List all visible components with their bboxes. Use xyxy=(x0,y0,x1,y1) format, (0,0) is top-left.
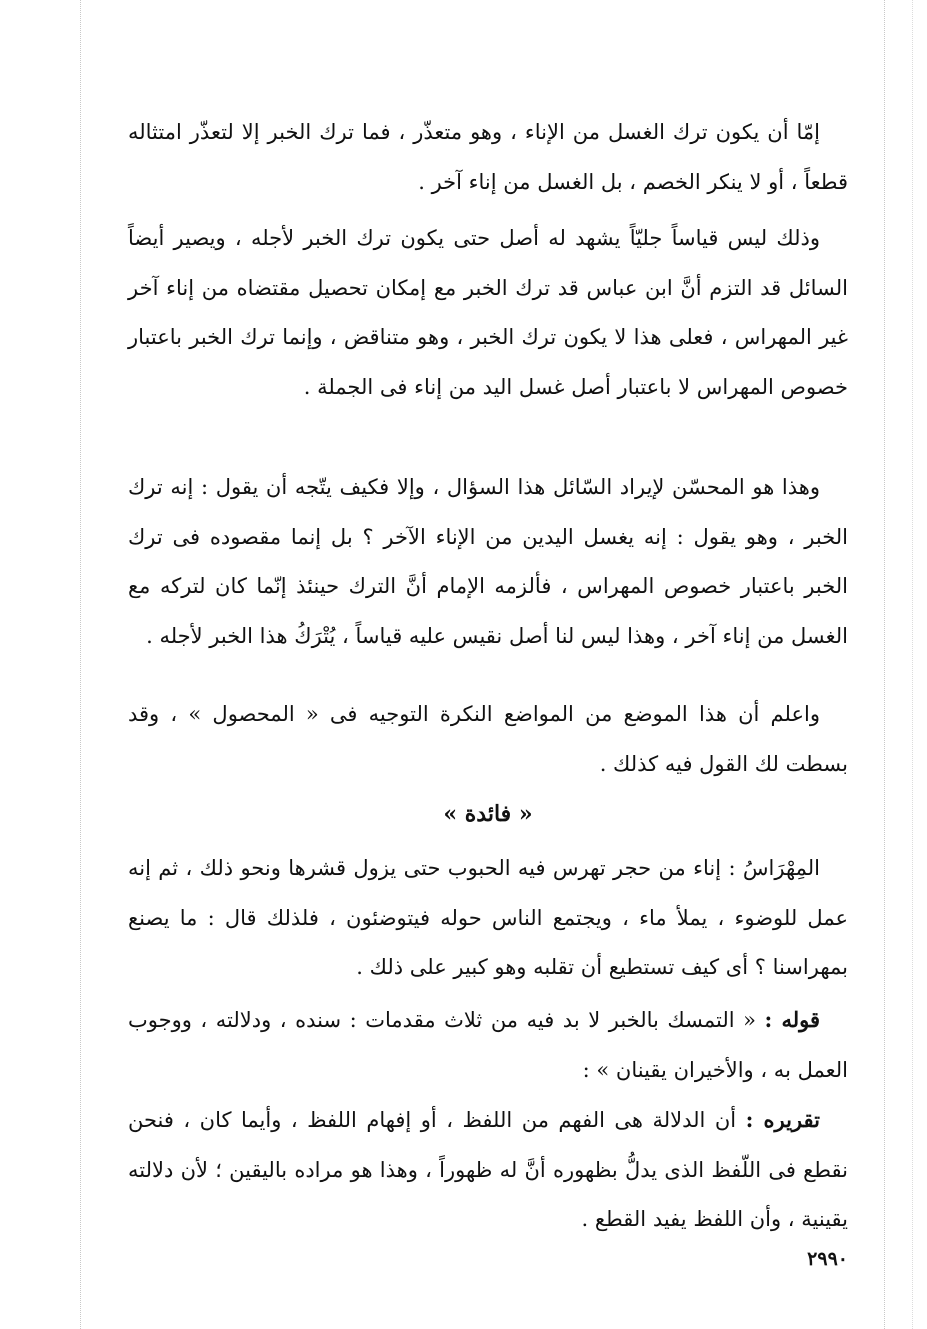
paragraph-3-text: وهذا هو المحسّن لإيراد السّائل هذا السؤال ، وإلا فكيف يتّجه أن يقول : إنه ترك الخبر ، وهو يقول : إنه يغسل اليدين من الإناء الآخر ؟ بل إنما مقصوده فى ترك الخبر باعتبار خصوص المهراس ، فألزمه الإمام أنَّ الترك حينئذ إنّما كان لتركه مع الغسل من إناء آخر ، وهذا ليس لنا أصل نقيس عليه قياساً ، يُتْرَكُ هذا الخبر لأجله . xyxy=(128,475,848,648)
paragraph-6-lead: قوله : xyxy=(764,1007,821,1032)
paragraph-7 xyxy=(128,1095,848,1245)
paragraph-7-lead: تقريره : xyxy=(745,1107,820,1132)
paragraph-7-text xyxy=(128,1095,848,1245)
scan-guide-right xyxy=(884,0,885,1329)
paragraph-5-text: المِهْرَاسُ : إناء من حجر تهرس فيه الحبوب حتى يزول قشرها ونحو ذلك ، ثم إنه عمل للوضوء ، يملأ ماء ، ويجتمع الناس حوله فيتوضئون ، فلذلك قال : ما يصنع بمهراسنا ؟ أى كيف تستطيع أن تقلبه وهو كبير على ذلك . xyxy=(128,856,848,979)
paragraph-6-text xyxy=(128,995,848,1095)
page-number: ٢٩٩٠ xyxy=(807,1248,848,1270)
scan-guide-far-right xyxy=(912,0,913,1329)
paragraph-1-text: إمّا أن يكون ترك الغسل من الإناء ، وهو متعذّر ، فما ترك الخبر إلا لتعذّر امتثاله قطعاً ، أو لا ينكر الخصم ، بل الغسل من إناء آخر . xyxy=(128,120,848,194)
paragraph-2-text: وذلك ليس قياساً جليّاً يشهد له أصل حتى يكون ترك الخبر لأجله ، ويصير أيضاً السائل قد التزم أنَّ ابن عباس قد ترك الخبر مع إمكان تحصيل مقتضاه من إناء آخر غير المهراس ، فعلى هذا لا يكون ترك الخبر ، وهو متناقض ، وإنما ترك الخبر باعتبار خصوص المهراس لا باعتبار أصل غسل اليد من إناء فى الجملة . xyxy=(128,226,848,399)
paragraph-4 xyxy=(128,690,848,789)
paragraph-6 xyxy=(128,995,848,1095)
paragraph-2 xyxy=(128,214,848,412)
section-heading: « فائدة » xyxy=(443,801,533,827)
paragraph-4-text: واعلم أن هذا الموضع من المواضع النكرة التوجيه فى « المحصول » ، وقد بسطت لك القول فيه كذلك . xyxy=(128,702,848,776)
paragraph-1 xyxy=(128,108,848,207)
paragraph-6-body: « التمسك بالخبر لا بد فيه من ثلاث مقدمات : سنده ، ودلالته ، ووجوب العمل به ، والأخيران يقينان » : xyxy=(128,1008,848,1082)
paragraph-5 xyxy=(128,844,848,993)
paragraph-7-body: أن الدلالة هى الفهم من اللفظ ، أو إفهام اللفظ ، وأيما كان ، فنحن نقطع فى اللّفظ الذى يدلُّ بظهوره أنَّ له ظهوراً ، وهذا هو مراده باليقين ؛ لأن دلالته يقينية ، وأن اللفظ يفيد القطع . xyxy=(128,1108,848,1231)
scan-guide-left xyxy=(80,0,81,1329)
paragraph-3 xyxy=(128,463,848,661)
